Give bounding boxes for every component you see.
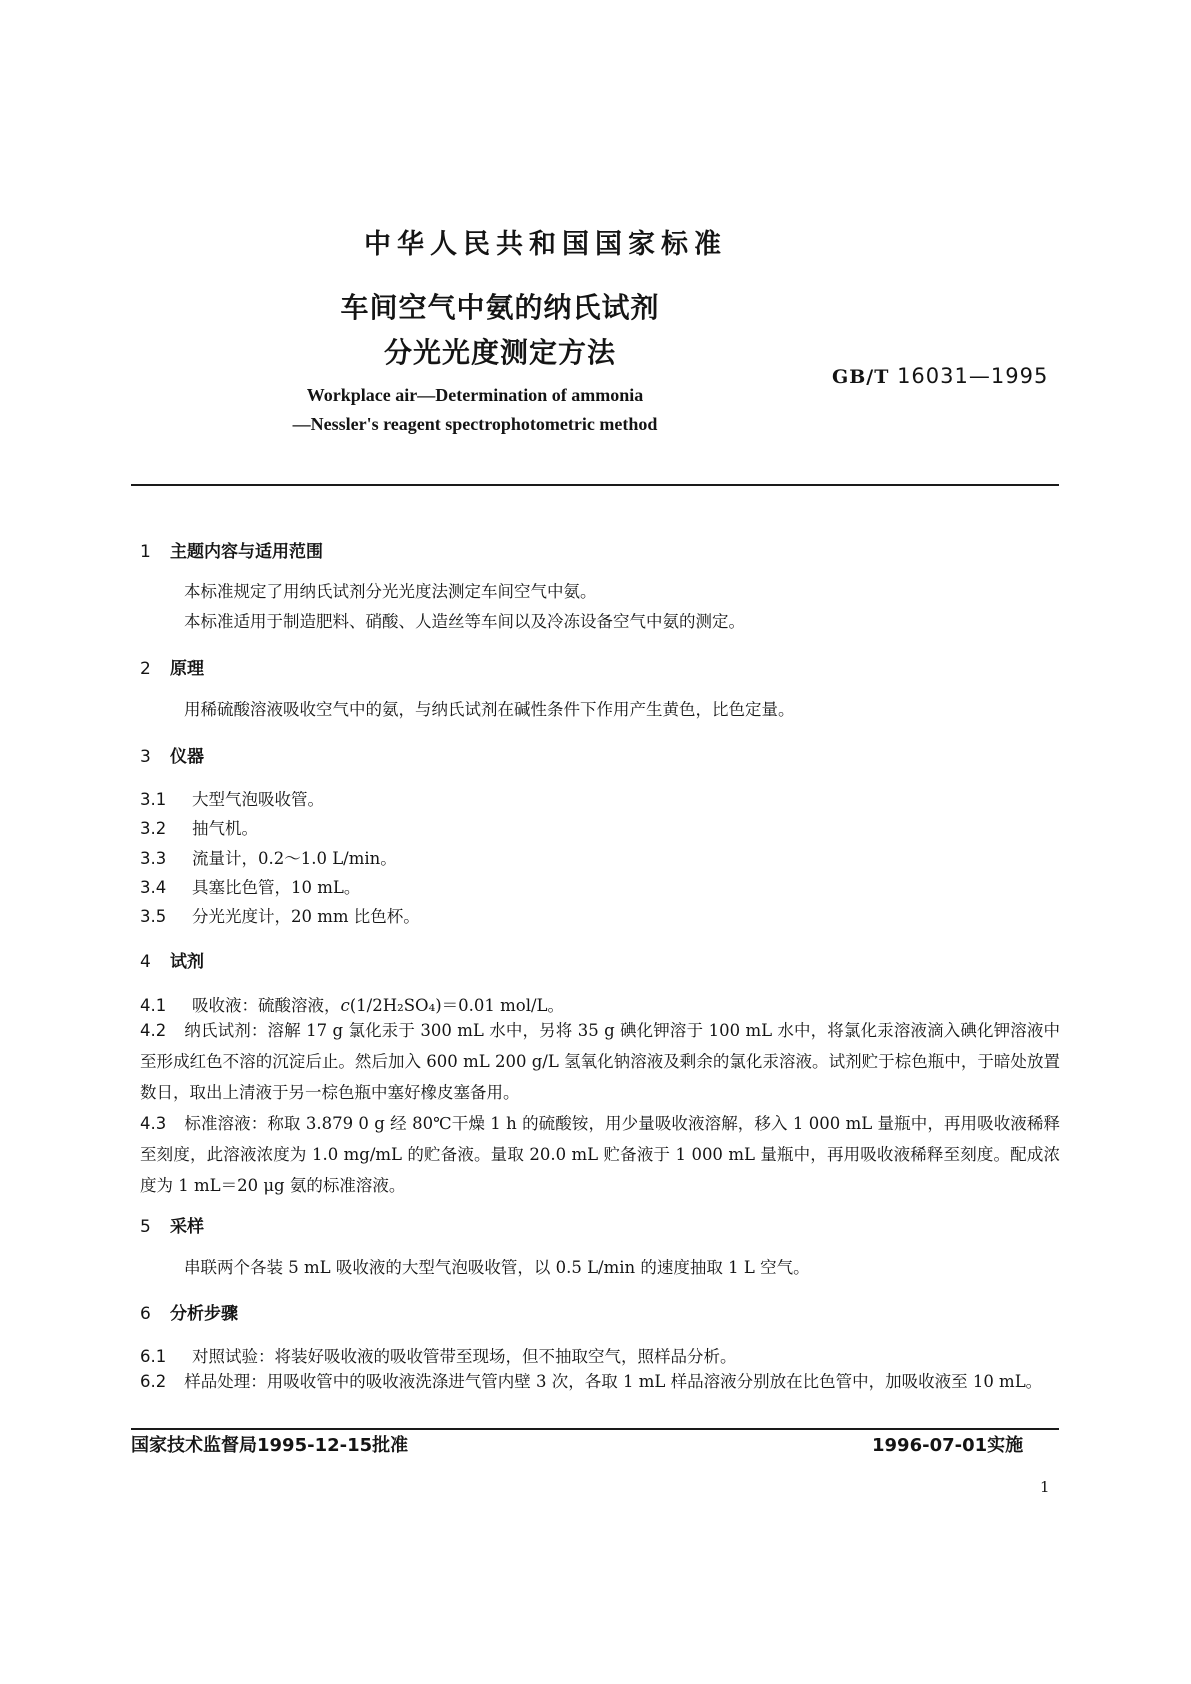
section-2-heading: 2 原理 [140, 659, 204, 679]
step-6-1: 6.1 对照试验：将装好吸收液的吸收管带至现场，但不抽取空气，照样品分析。 [140, 1347, 737, 1366]
section-2-title: 原理 [170, 659, 204, 679]
standard-prefix: GB/T [832, 366, 890, 388]
implementation-date: 1996-07-01实施 [872, 1435, 1024, 1456]
standard-number [832, 364, 1048, 388]
section-6-title: 分析步骤 [170, 1304, 238, 1324]
title-en-line2: —Nessler's reagent spectrophotometric method [292, 414, 658, 434]
list-item: 3.1 大型气泡吸收管。 [140, 790, 324, 809]
step-6-2: 6.2 样品处理：用吸收管中的吸收液洗涤进气管内壁 3 次，各取 1 mL 样品溶液分别放在比色管中，加吸收液至 10 mL。 [140, 1372, 1043, 1391]
section-5-title: 采样 [170, 1217, 204, 1237]
standard-code: 16031—1995 [897, 364, 1049, 388]
reagent-4-3: 4.3 标准溶液：称取 3.879 0 g 经 80℃干燥 1 h 的硫酸铵，用少量吸收液溶解，移入 1 000 mL 量瓶中，再用吸收液稀释至刻度，此溶液浓度为 1.0 mg/mL 的贮备液。量取 20.0 mL 贮备液于 1 000 mL 量瓶中，再用吸收液稀释至刻度。配成浓度为 1 mL＝20 μg 氨的标准溶液。 [140, 1114, 1060, 1195]
section-1-paragraph-1: 本标准规定了用纳氏试剂分光光度法测定车间空气中氨。 [184, 582, 597, 601]
list-item: 3.3 流量计，0.2～1.0 L/min。 [140, 849, 397, 868]
page-number: 1 [1040, 1478, 1050, 1496]
section-3-heading: 3 仪器 [140, 747, 204, 767]
title-zh-line2: 分光光度测定方法 [383, 336, 616, 369]
section-2-paragraph-1: 用稀硫酸溶液吸收空气中的氨，与纳氏试剂在碱性条件下作用产生黄色，比色定量。 [184, 700, 795, 719]
section-1-paragraph-2: 本标准适用于制造肥料、硝酸、人造丝等车间以及冷冻设备空气中氨的测定。 [184, 612, 745, 631]
section-4-title: 试剂 [170, 952, 204, 972]
list-item: 3.5 分光光度计，20 mm 比色杯。 [140, 907, 420, 926]
list-item: 3.4 具塞比色管，10 mL。 [140, 878, 361, 897]
approval-line: 国家技术监督局1995-12-15批准 [131, 1435, 409, 1456]
section-5-heading: 5 采样 [140, 1217, 204, 1237]
standard-type-heading: 中华人民共和国国家标准 [364, 229, 727, 260]
title-zh-line1: 车间空气中氨的纳氏试剂 [340, 291, 660, 324]
reagent-4-1: 4.1 吸收液：硫酸溶液，c(1/2H₂SO₄)＝0.01 mol/L。 [140, 996, 564, 1015]
reagent-4-2: 4.2 纳氏试剂：溶解 17 g 氯化汞于 300 mL 水中，另将 35 g 碘化钾溶于 100 mL 水中，将氯化汞溶液滴入碘化钾溶液中至形成红色不溶的沉淀后止。然后加入 600 mL 200 g/L 氢氧化钠溶液及剩余的氯化汞溶液。试剂贮于棕色瓶中，于暗处放置数日，取出上清液于另一棕色瓶中塞好橡皮塞备用。 [140, 1021, 1060, 1102]
section-6-heading: 6 分析步骤 [140, 1304, 238, 1324]
title-en-line1: Workplace air—Determination of ammonia [306, 385, 644, 405]
section-5-paragraph-1: 串联两个各装 5 mL 吸收液的大型气泡吸收管，以 0.5 L/min 的速度抽取 1 L 空气。 [184, 1258, 810, 1277]
section-1-heading: 1 主题内容与适用范围 [140, 542, 323, 562]
footer-divider [131, 1428, 1059, 1430]
header-divider [131, 484, 1059, 486]
section-4-heading: 4 试剂 [140, 952, 204, 972]
section-1-title: 主题内容与适用范围 [170, 542, 323, 562]
list-item: 3.2 抽气机。 [140, 819, 258, 838]
section-3-title: 仪器 [170, 747, 204, 767]
